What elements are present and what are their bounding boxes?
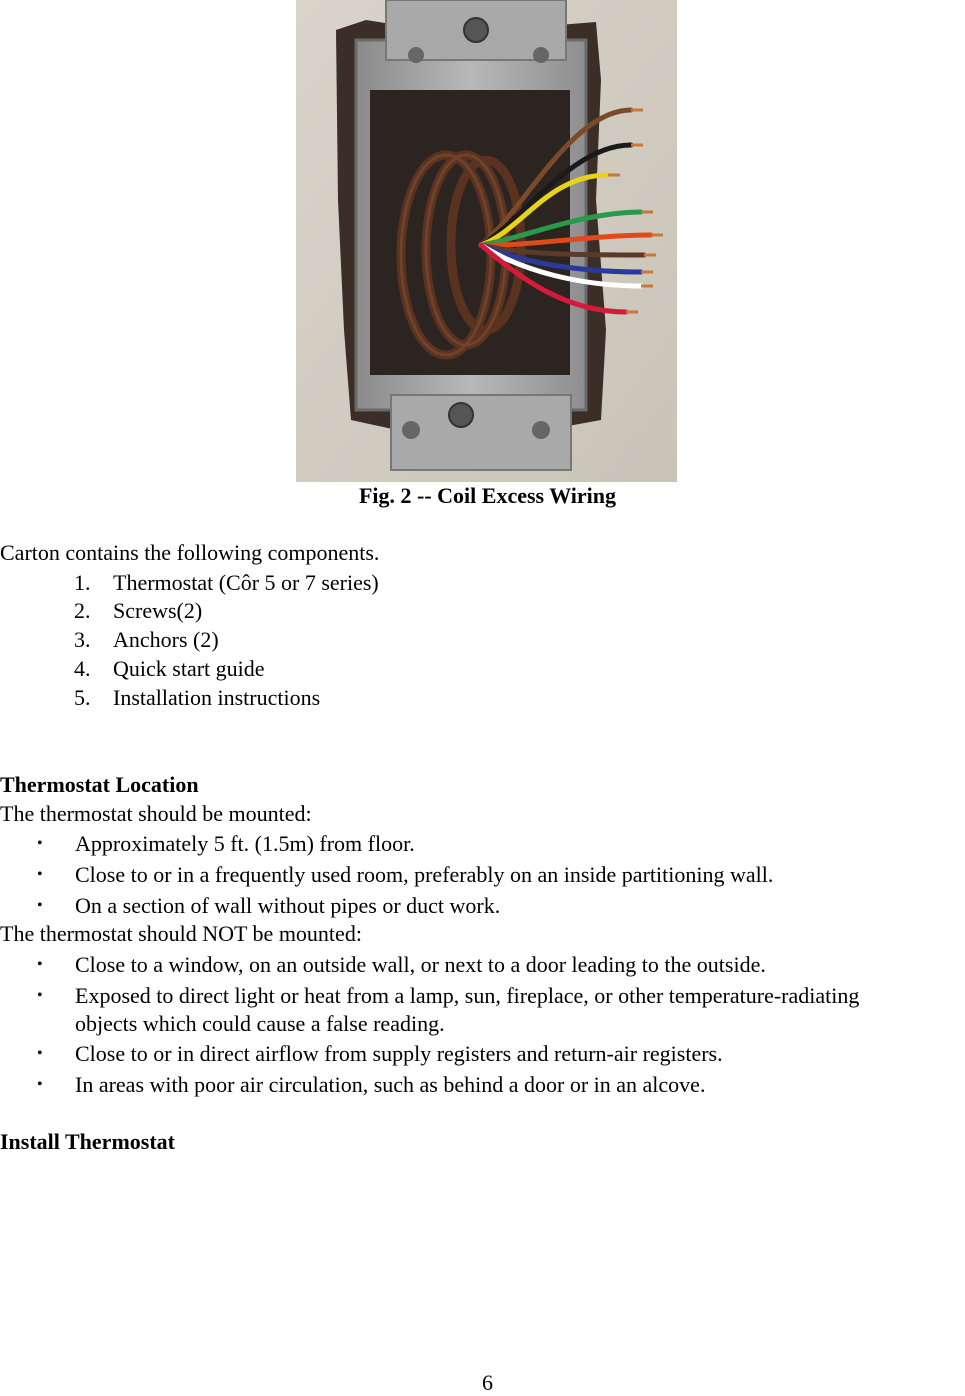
junction-box-image bbox=[296, 0, 677, 482]
bullet-icon: • bbox=[37, 897, 43, 914]
bullet-icon: • bbox=[37, 956, 43, 973]
should-mount-intro: The thermostat should be mounted: bbox=[0, 801, 312, 826]
top-screw-hole bbox=[464, 18, 488, 42]
top-left-hole bbox=[408, 47, 424, 63]
bottom-right-hole bbox=[532, 421, 550, 439]
bullet-icon: • bbox=[37, 866, 43, 883]
components-intro: Carton contains the following components. bbox=[0, 540, 380, 565]
bottom-screw-hole bbox=[449, 403, 473, 427]
install-thermostat-heading: Install Thermostat bbox=[0, 1129, 175, 1154]
should-not-mount-intro: The thermostat should NOT be mounted: bbox=[0, 921, 362, 946]
figure-coil-excess-wiring bbox=[296, 0, 677, 482]
bullet-icon: • bbox=[37, 1076, 43, 1093]
bottom-left-hole bbox=[402, 421, 420, 439]
bullet-icon: • bbox=[37, 1045, 43, 1062]
figure-caption: Fig. 2 -- Coil Excess Wiring bbox=[358, 483, 617, 508]
thermostat-location-heading: Thermostat Location bbox=[0, 772, 199, 797]
bullet-icon: • bbox=[37, 987, 43, 1004]
top-right-hole bbox=[533, 47, 549, 63]
bullet-icon: • bbox=[37, 835, 43, 852]
page-number: 6 bbox=[482, 1370, 493, 1395]
